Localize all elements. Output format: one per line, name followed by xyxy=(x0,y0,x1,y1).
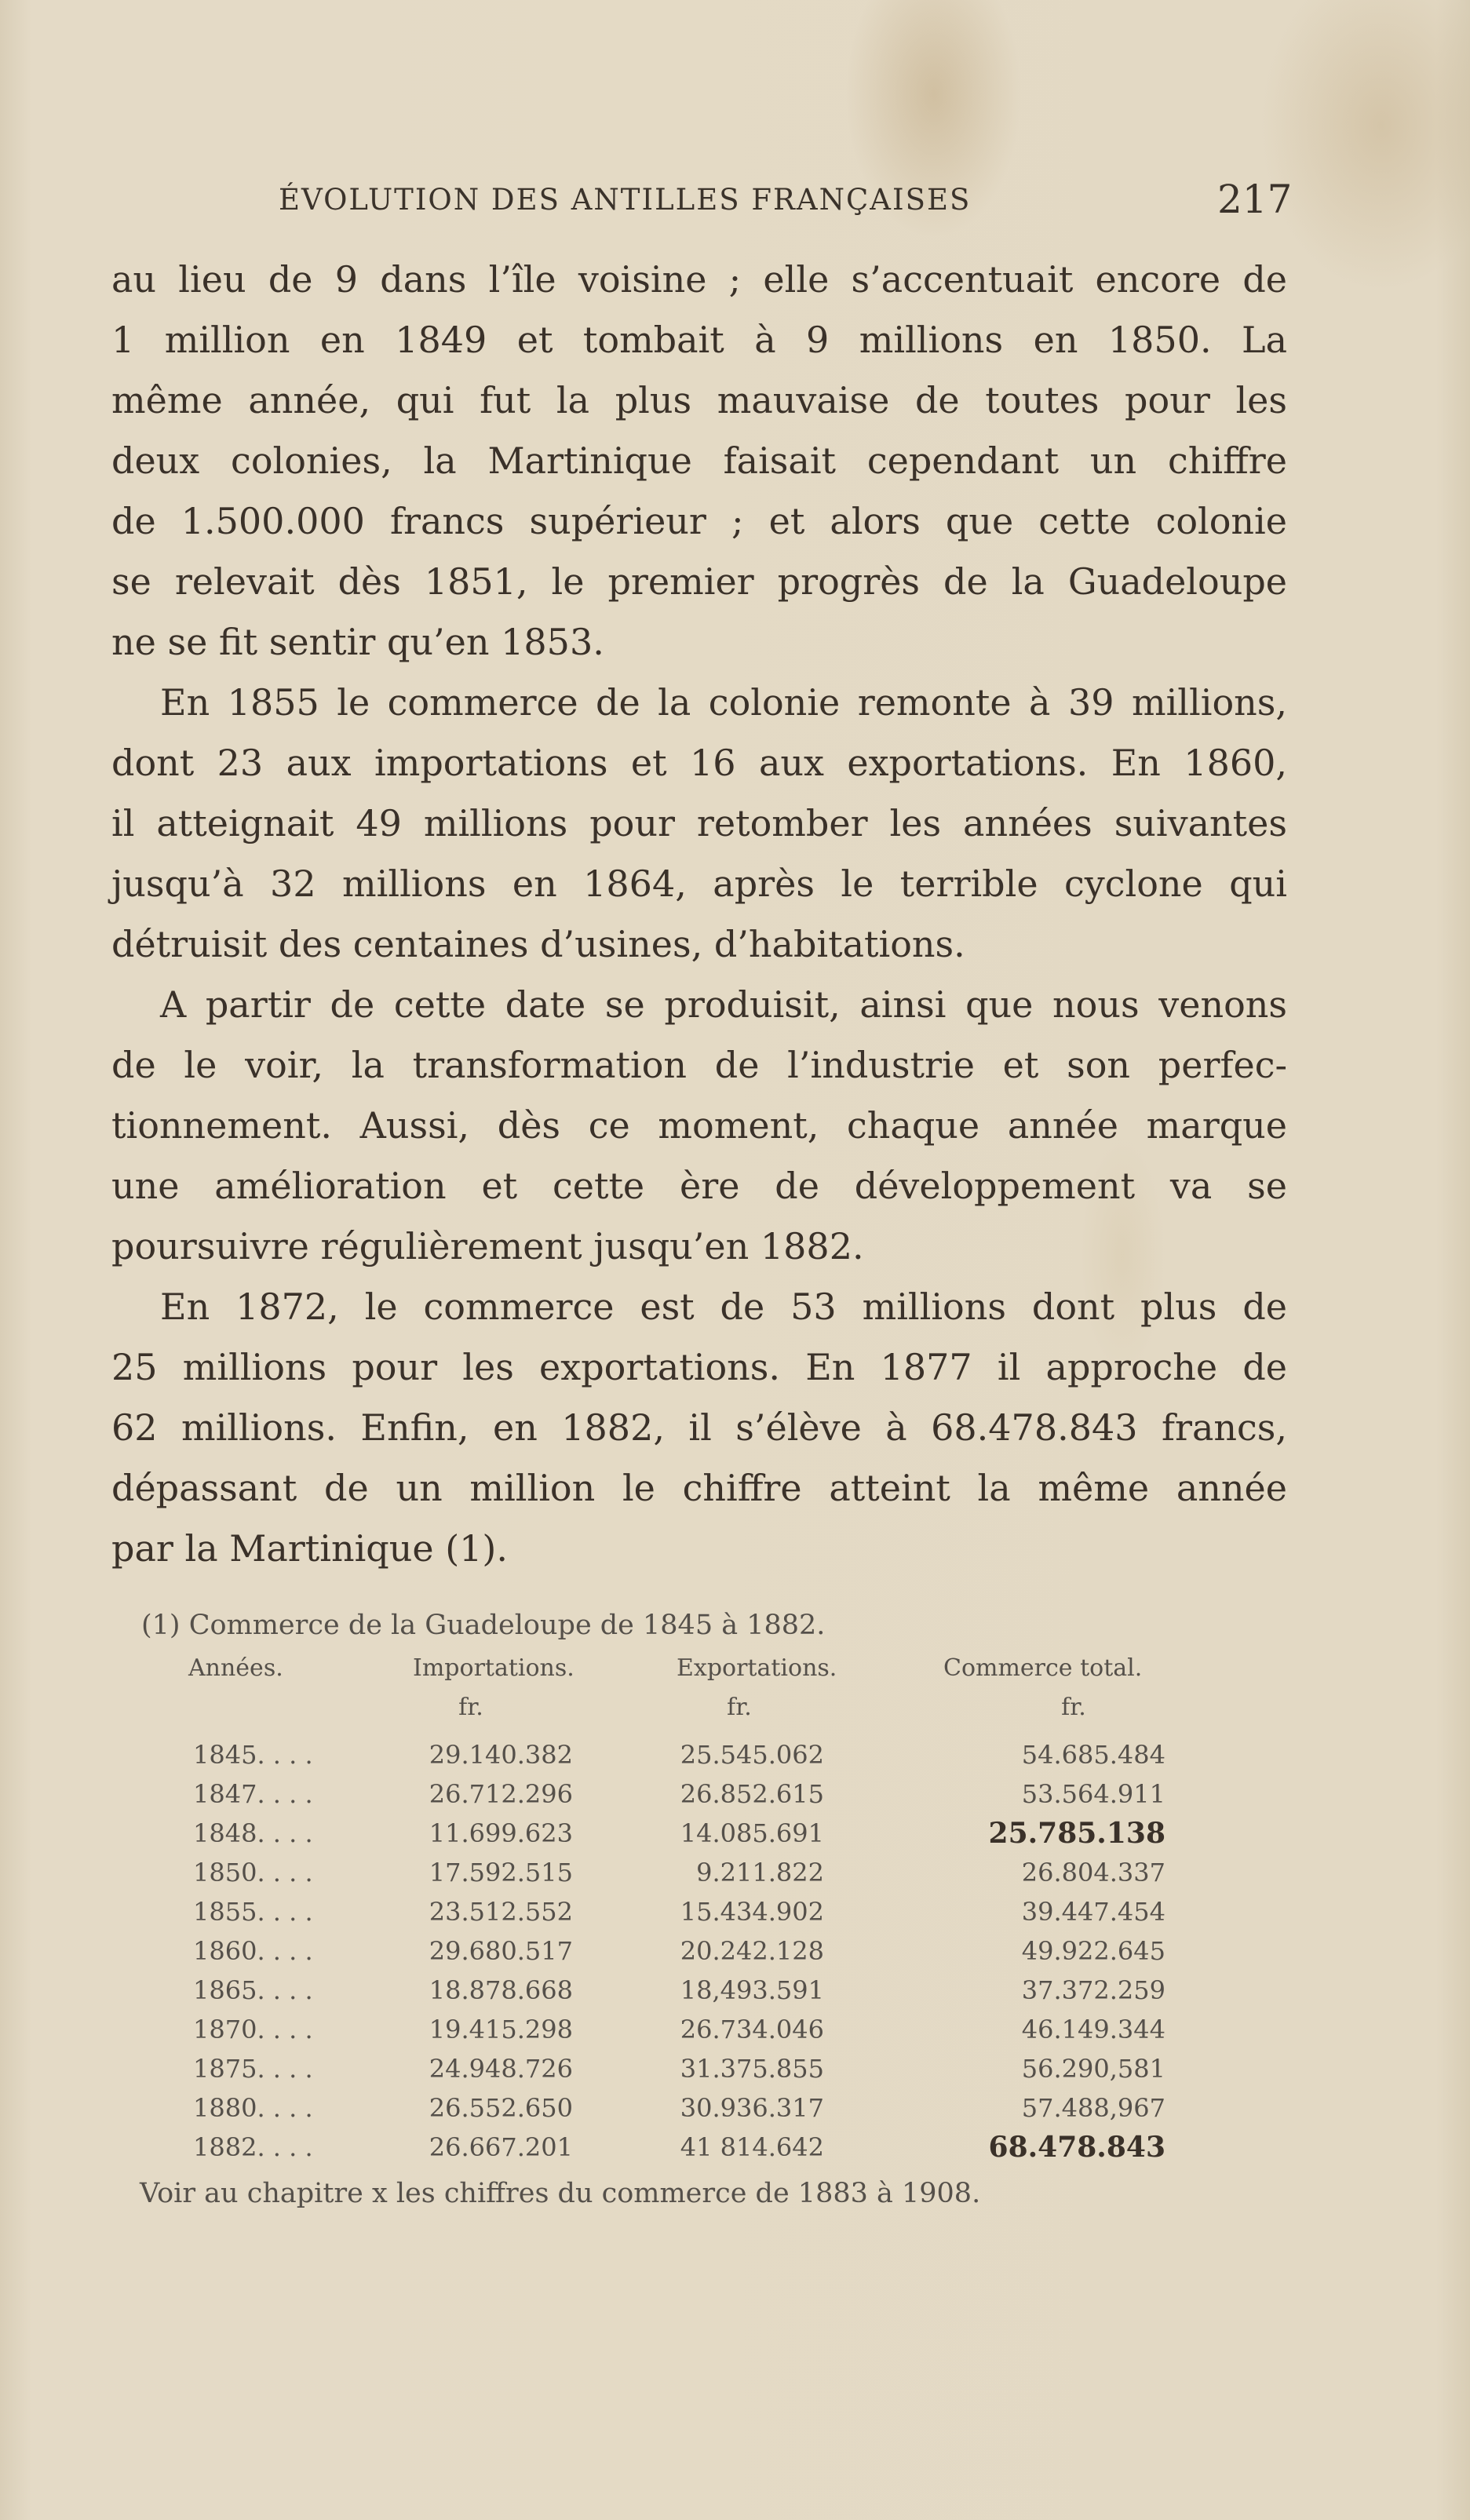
body-line: dépassant de un million le chiffre atteint la même année xyxy=(111,1467,1287,1509)
body-line: détruisit des centaines d’usines, d’habitations. xyxy=(111,923,965,965)
cell-year: 1865. . . . xyxy=(193,1975,313,2005)
body-line: par la Martinique (1). xyxy=(111,1527,508,1570)
page-number: 217 xyxy=(1217,177,1293,222)
cell-exports: 31.375.855 xyxy=(680,2054,824,2084)
body-line: ne se fit sentir qu’en 1853. xyxy=(111,621,604,663)
cell-exports: 26.852.615 xyxy=(680,1779,824,1809)
cell-exports: 18,493.591 xyxy=(680,1975,824,2005)
body-text xyxy=(111,250,1287,1579)
table-row xyxy=(141,1735,1240,1774)
body-line: En 1872, le commerce est de 53 millions dont plus de xyxy=(160,1286,1287,1328)
cell-imports: 24.948.726 xyxy=(429,2054,573,2084)
commerce-table xyxy=(141,1650,1240,2167)
cell-exports: 26.734.046 xyxy=(680,2015,824,2044)
cell-total: 56.290,581 xyxy=(1021,2054,1165,2084)
table-header-row xyxy=(141,1650,1240,1687)
body-line: il atteignait 49 millions pour retomber les années suivantes xyxy=(111,802,1287,844)
column-header-years: Années. xyxy=(188,1654,283,1682)
body-line: A partir de cette date se produisit, ainsi que nous venons xyxy=(160,983,1287,1026)
body-line: une amélioration et cette ère de développement va se xyxy=(111,1165,1287,1207)
body-line: au lieu de 9 dans l’île voisine ; elle s’accentuait encore de xyxy=(111,258,1287,301)
unit-imports: fr. xyxy=(458,1694,483,1721)
cell-total: 26.804.337 xyxy=(1021,1858,1165,1887)
body-line: de le voir, la transformation de l’industrie et son perfec- xyxy=(111,1044,1287,1086)
cell-year: 1845. . . . xyxy=(193,1740,313,1770)
cell-imports: 19.415.298 xyxy=(429,2015,573,2044)
table-row xyxy=(141,1971,1240,2010)
cell-exports: 41 814.642 xyxy=(680,2132,824,2162)
cell-total: 68.478.843 xyxy=(988,2131,1165,2164)
body-line: de 1.500.000 francs supérieur ; et alors que cette colonie xyxy=(111,500,1287,542)
cell-exports: 9.211.822 xyxy=(696,1858,824,1887)
footnote-title: (1) Commerce de la Guadeloupe de 1845 à 1882. xyxy=(141,1610,826,1641)
body-line: jusqu’à 32 millions en 1864, après le terrible cyclone qui xyxy=(111,862,1287,905)
table-row xyxy=(141,2010,1240,2049)
cell-year: 1870. . . . xyxy=(193,2015,313,2044)
table-row xyxy=(141,1931,1240,1971)
table-row xyxy=(141,1774,1240,1814)
cell-exports: 20.242.128 xyxy=(680,1936,824,1966)
table-row xyxy=(141,1892,1240,1931)
cell-imports: 26.552.650 xyxy=(429,2093,573,2123)
table-row xyxy=(141,2128,1240,2167)
cell-total: 37.372.259 xyxy=(1021,1975,1165,2005)
cell-imports: 29.680.517 xyxy=(429,1936,573,1966)
cell-total: 53.564.911 xyxy=(1021,1779,1165,1809)
cell-total: 54.685.484 xyxy=(1021,1740,1165,1770)
running-head xyxy=(279,177,1338,232)
cell-imports: 29.140.382 xyxy=(429,1740,573,1770)
cell-total: 46.149.344 xyxy=(1021,2015,1165,2044)
cell-year: 1850. . . . xyxy=(193,1858,313,1887)
table-row xyxy=(141,1814,1240,1853)
cell-exports: 25.545.062 xyxy=(680,1740,824,1770)
column-header-total: Commerce total. xyxy=(943,1654,1143,1682)
cell-total: 49.922.645 xyxy=(1021,1936,1165,1966)
footnote-note: Voir au chapitre x les chiffres du commerce de 1883 à 1908. xyxy=(140,2178,981,2209)
cell-imports: 26.667.201 xyxy=(429,2132,573,2162)
table-units-row xyxy=(141,1687,1240,1735)
body-line: même année, qui fut la plus mauvaise de toutes pour les xyxy=(111,379,1287,421)
cell-total: 57.488,967 xyxy=(1021,2093,1165,2123)
table-body xyxy=(141,1735,1240,2167)
body-line: poursuivre régulièrement jusqu’en 1882. xyxy=(111,1225,864,1267)
body-line: deux colonies, la Martinique faisait cependant un chiffre xyxy=(111,439,1287,482)
cell-year: 1847. . . . xyxy=(193,1779,313,1809)
cell-imports: 18.878.668 xyxy=(429,1975,573,2005)
cell-imports: 11.699.623 xyxy=(429,1818,573,1848)
cell-total: 39.447.454 xyxy=(1021,1897,1165,1927)
body-line: En 1855 le commerce de la colonie remonte à 39 millions, xyxy=(160,681,1287,724)
footnote xyxy=(141,1603,1240,2215)
unit-total: fr. xyxy=(1061,1694,1086,1721)
column-header-imports: Importations. xyxy=(413,1654,575,1682)
body-line: 1 million en 1849 et tombait à 9 millions en 1850. La xyxy=(111,319,1287,361)
running-head-title: ÉVOLUTION DES ANTILLES FRANÇAISES xyxy=(279,183,972,217)
column-header-exports: Exportations. xyxy=(677,1654,837,1682)
cell-year: 1855. . . . xyxy=(193,1897,313,1927)
cell-exports: 15.434.902 xyxy=(680,1897,824,1927)
cell-year: 1880. . . . xyxy=(193,2093,313,2123)
cell-imports: 17.592.515 xyxy=(429,1858,573,1887)
body-line: 62 millions. Enfin, en 1882, il s’élève à 68.478.843 francs, xyxy=(111,1406,1287,1449)
cell-year: 1875. . . . xyxy=(193,2054,313,2084)
table-row xyxy=(141,1853,1240,1892)
body-line: dont 23 aux importations et 16 aux exportations. En 1860, xyxy=(111,742,1287,784)
cell-total: 25.785.138 xyxy=(988,1817,1165,1850)
cell-year: 1848. . . . xyxy=(193,1818,313,1848)
table-row xyxy=(141,2088,1240,2128)
cell-year: 1882. . . . xyxy=(193,2132,313,2162)
table-row xyxy=(141,2049,1240,2088)
cell-imports: 26.712.296 xyxy=(429,1779,573,1809)
cell-year: 1860. . . . xyxy=(193,1936,313,1966)
body-line: 25 millions pour les exportations. En 1877 il approche de xyxy=(111,1346,1287,1388)
cell-imports: 23.512.552 xyxy=(429,1897,573,1927)
unit-exports: fr. xyxy=(727,1694,752,1721)
body-line: tionnement. Aussi, dès ce moment, chaque année marque xyxy=(111,1104,1287,1147)
body-line: se relevait dès 1851, le premier progrès de la Guadeloupe xyxy=(111,560,1287,603)
cell-exports: 30.936.317 xyxy=(680,2093,824,2123)
cell-exports: 14.085.691 xyxy=(680,1818,824,1848)
